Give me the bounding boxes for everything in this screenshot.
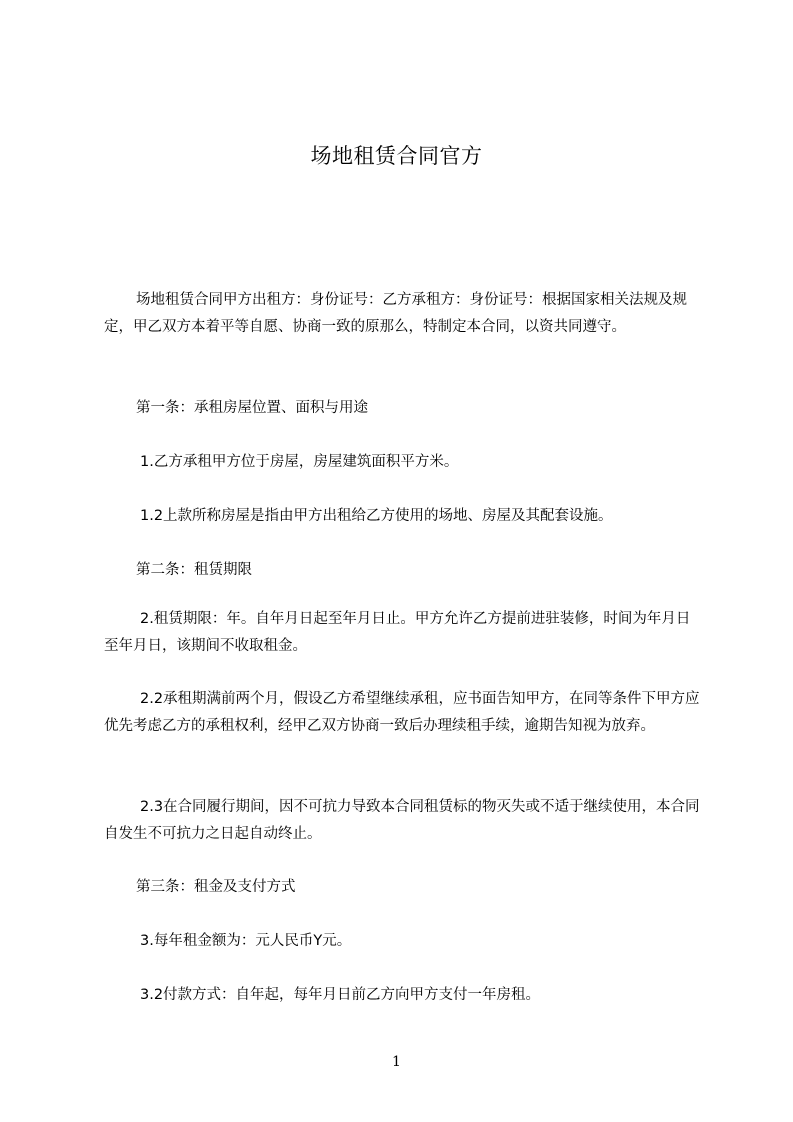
clause-2-2: 2.2承租期满前两个月，假设乙方希望继续承租，应书面告知甲方，在同等条件下甲方应优先考虑乙方的承租权利，经甲乙双方协商一致后办理续租手续，逾期告知视为放弃。 bbox=[104, 691, 700, 734]
page-number: 1 bbox=[392, 1054, 401, 1070]
clause-2-1: 2.租赁期限：年。自年月日起至年月日止。甲方允许乙方提前进驻装修，时间为年月日至年月日，该期间不收取租金。 bbox=[104, 611, 691, 654]
clause-3-1: 3.每年租金额为：元人民币Y元。 bbox=[140, 933, 352, 949]
article-2-heading: 第二条：租赁期限 bbox=[136, 562, 252, 578]
clause-1-2: 1.2上款所称房屋是指由甲方出租给乙方使用的场地、房屋及其配套设施。 bbox=[140, 508, 613, 524]
intro-paragraph: 场地租赁合同甲方出租方：身份证号：乙方承租方：身份证号：根据国家相关法规及规定，甲乙双方本着平等自愿、协商一致的原那么，特制定本合同，以资共同遵守。 bbox=[104, 292, 687, 335]
document-title: 场地租赁合同官方 bbox=[310, 144, 483, 168]
clause-1-1: 1.乙方承租甲方位于房屋，房屋建筑面积平方米。 bbox=[140, 454, 459, 470]
article-1-heading: 第一条：承租房屋位置、面积与用途 bbox=[136, 400, 368, 416]
clause-3-2: 3.2付款方式：自年起，每年月日前乙方向甲方支付一年房租。 bbox=[140, 987, 541, 1003]
article-3-heading: 第三条：租金及支付方式 bbox=[136, 879, 296, 895]
clause-2-3: 2.3在合同履行期间，因不可抗力导致本合同租赁标的物灭失或不适于继续使用，本合同自发生不可抗力之日起自动终止。 bbox=[104, 799, 700, 842]
